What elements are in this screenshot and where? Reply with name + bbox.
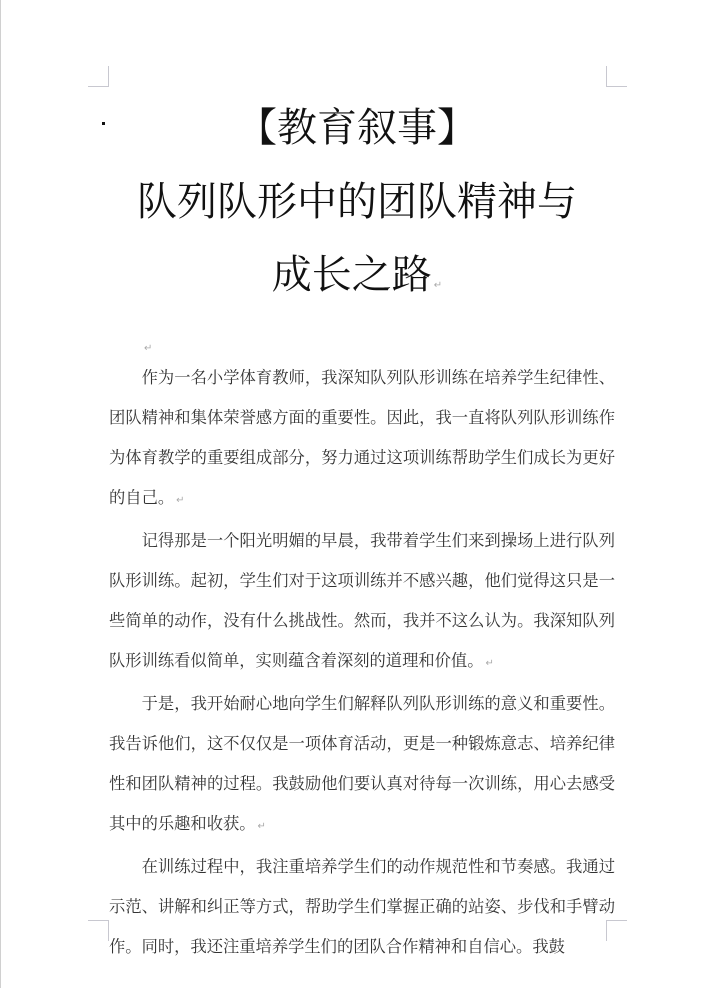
paragraph-mark-icon: ↵ bbox=[176, 495, 185, 506]
anchor-dot bbox=[102, 122, 105, 125]
title-text: 队列队形中的团队精神与 bbox=[137, 179, 577, 225]
margin-corner-bottom-left bbox=[88, 920, 109, 941]
document-body[interactable] bbox=[109, 358, 615, 967]
paragraph-text: 作为一名小学体育教师，我深知队列队形训练在培养学生纪律性、团队精神和集体荣誉感方面的重要性。因此，我一直将队列队形训练作为体育教学的重要组成部分，努力通过这项训练帮助学生们成长为更好的自己。 bbox=[109, 368, 615, 507]
title-text: 成长之路 bbox=[271, 252, 432, 298]
title-line-3[interactable] bbox=[108, 252, 606, 298]
page-left-border bbox=[0, 0, 1, 988]
title-line-2[interactable] bbox=[108, 179, 606, 225]
paragraph-1[interactable] bbox=[109, 358, 615, 521]
empty-paragraph[interactable] bbox=[142, 336, 152, 355]
paragraph-text: 记得那是一个阳光明媚的早晨，我带着学生们来到操场上进行队列队形训练。起初，学生们对于这项训练并不感兴趣，他们觉得这只是一些简单的动作，没有什么挑战性。然而，我并不这么认为。我深知队列队形训练看似简单，实则蕴含着深刻的道理和价值。 bbox=[109, 531, 615, 670]
paragraph-mark-icon: ↵ bbox=[257, 821, 266, 832]
paragraph-text: 在训练过程中，我注重培养学生们的动作规范性和节奏感。我通过示范、讲解和纠正等方式，帮助学生们掌握正确的站姿、步伐和手臂动作。同时，我还注重培养学生们的团队合作精神和自信心。我鼓 bbox=[109, 857, 615, 956]
paragraph-3[interactable] bbox=[109, 684, 615, 847]
paragraph-2[interactable] bbox=[109, 521, 615, 684]
margin-corner-top-left bbox=[88, 66, 109, 87]
paragraph-mark-icon: ↵ bbox=[433, 280, 443, 291]
paragraph-4[interactable] bbox=[109, 847, 615, 967]
paragraph-mark-icon: ↵ bbox=[485, 658, 494, 669]
margin-corner-top-right bbox=[606, 66, 627, 87]
paragraph-text: 于是，我开始耐心地向学生们解释队列队形训练的意义和重要性。我告诉他们，这不仅仅是一项体育活动，更是一种锻炼意志、培养纪律性和团队精神的过程。我鼓励他们要认真对待每一次训练，用心去感受其中的乐趣和收获。 bbox=[109, 694, 615, 833]
paragraph-mark-icon: ↵ bbox=[144, 343, 153, 354]
title-line-1[interactable] bbox=[108, 105, 606, 151]
title-text: 【教育叙事】 bbox=[237, 105, 477, 151]
